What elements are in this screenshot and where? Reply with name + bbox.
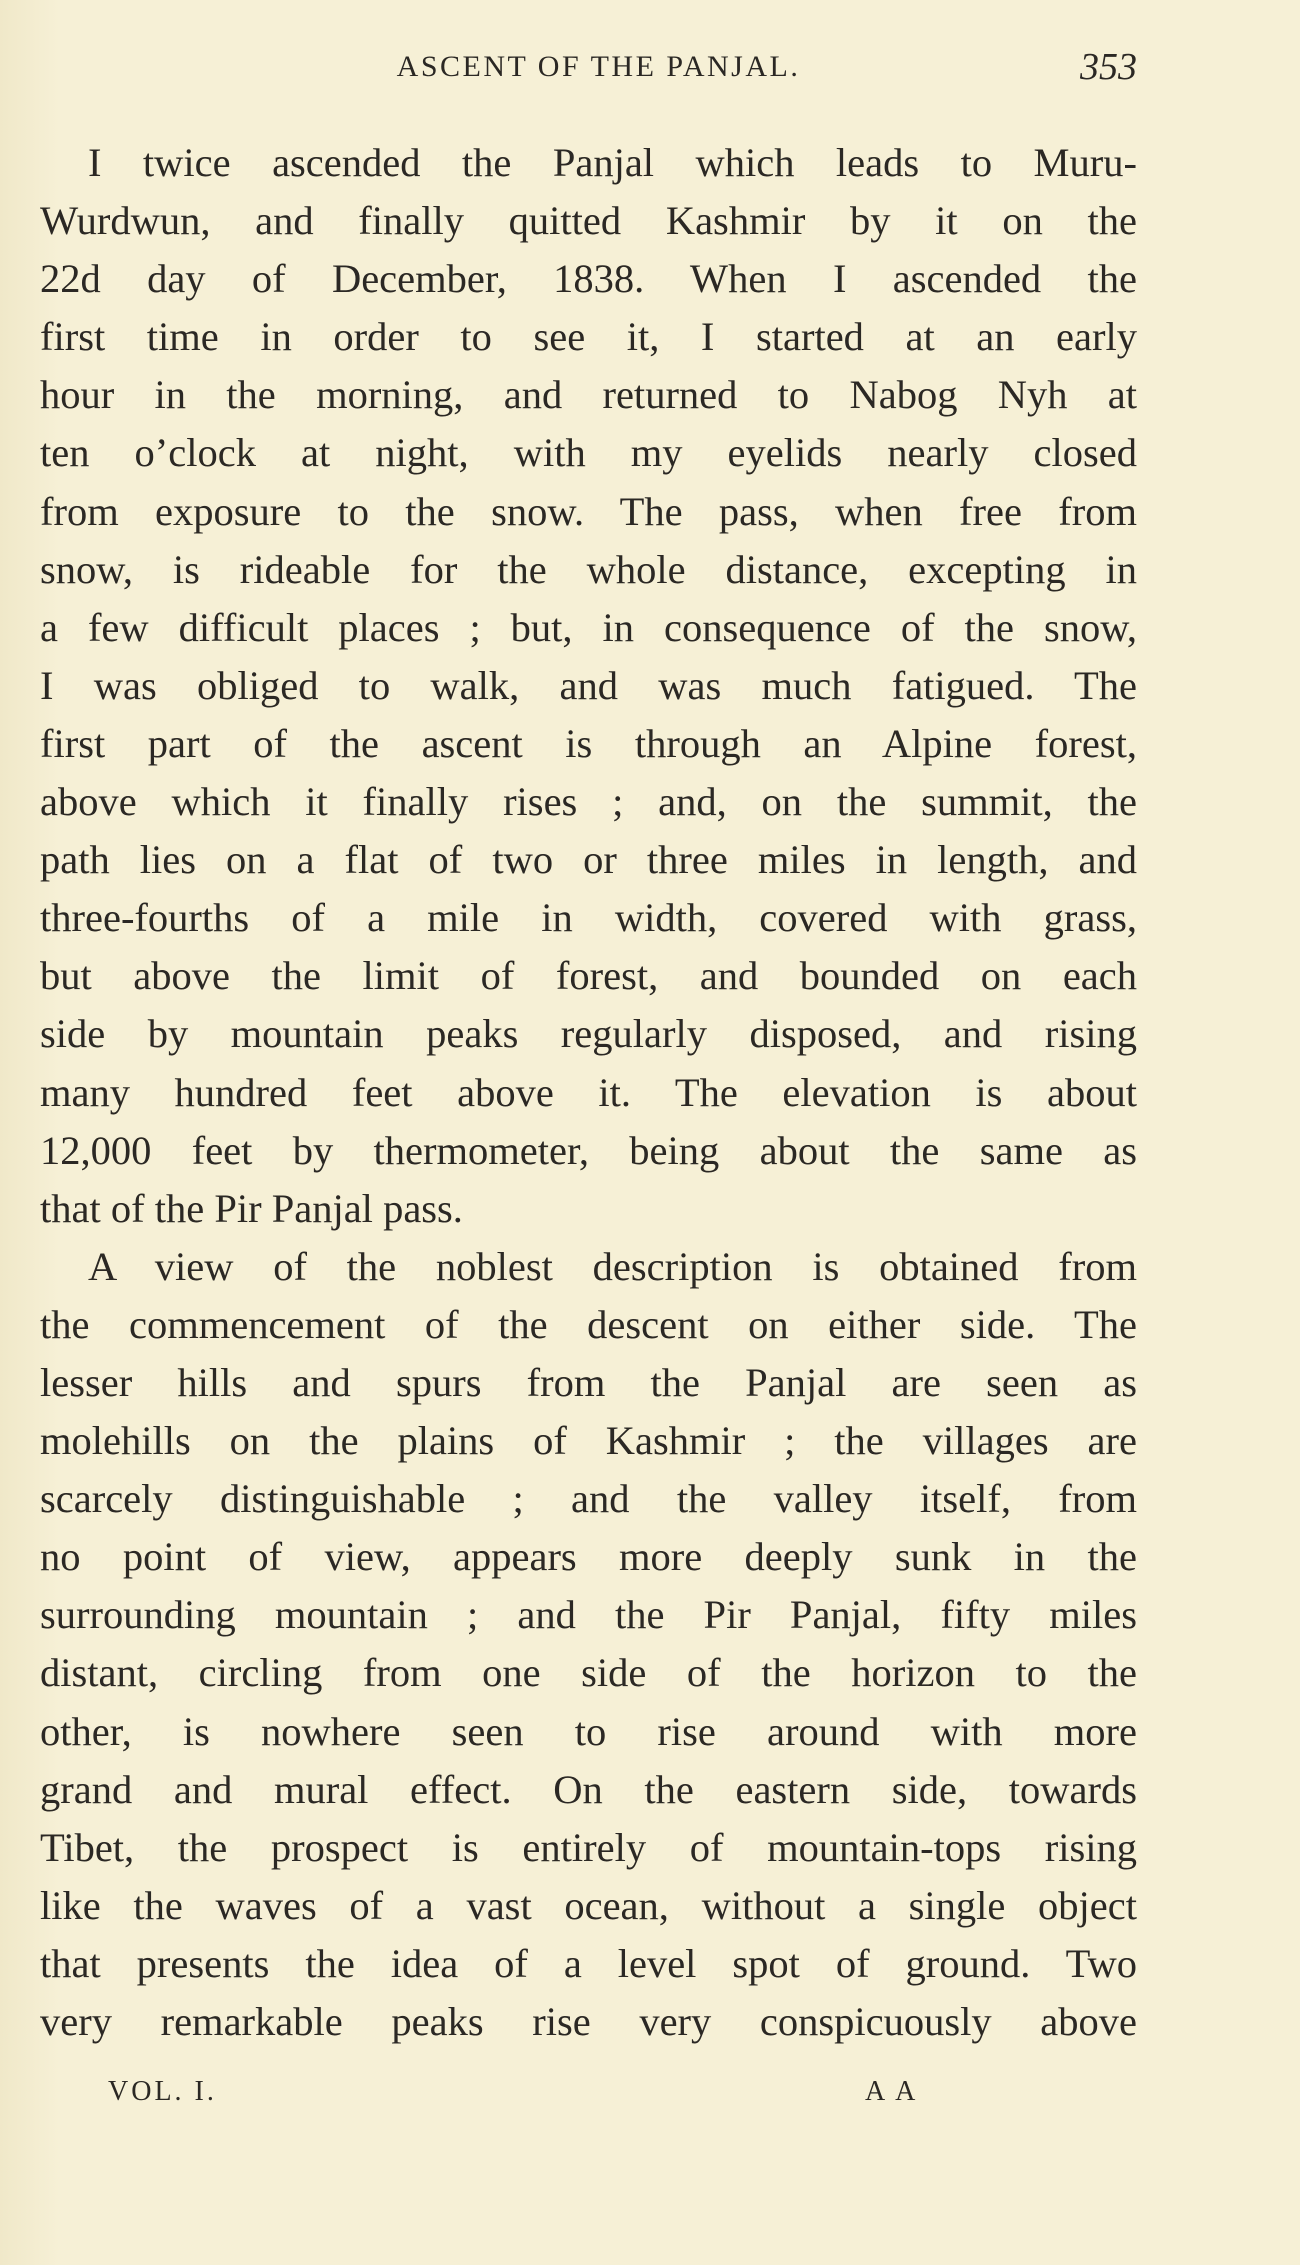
text-line: first part of the ascent is through an Alpine forest, (40, 720, 1137, 766)
text-line: molehills on the plains of Kashmir ; the villages are (40, 1418, 1137, 1464)
text-line: side by mountain peaks regularly disposed, and rising (40, 1011, 1137, 1057)
volume-marker: VOL. I. (108, 2076, 217, 2107)
text-line: three-fourths of a mile in width, covered with grass, (40, 895, 1137, 941)
text-line: grand and mural effect. On the eastern side, towards (40, 1766, 1137, 1812)
text-line: very remarkable peaks rise very conspicuously above (40, 1999, 1137, 2044)
signature-mark: A A (865, 2076, 919, 2107)
text-line: path lies on a flat of two or three miles in length, and (40, 837, 1137, 883)
text-line: that of the Pir Panjal pass. (40, 1185, 463, 1231)
text-line: I twice ascended the Panjal which leads to Muru- (88, 140, 1137, 185)
text-line: A view of the noblest description is obtained from (88, 1243, 1137, 1289)
text-line: that presents the idea of a level spot of ground. Two (40, 1940, 1137, 1986)
text-line: the commencement of the descent on either side. The (40, 1301, 1137, 1347)
text-line: no point of view, appears more deeply sunk in the (40, 1534, 1137, 1580)
text-line: I was obliged to walk, and was much fatigued. The (40, 662, 1137, 708)
text-line: but above the limit of forest, and bounded on each (40, 953, 1137, 999)
text-line: Wurdwun, and finally quitted Kashmir by it on the (40, 198, 1137, 244)
page-number: 353 (1080, 46, 1137, 88)
page-footer (108, 2076, 1008, 2120)
text-line: above which it finally rises ; and, on the summit, the (40, 779, 1137, 825)
text-line: Tibet, the prospect is entirely of mountain-tops rising (40, 1824, 1137, 1870)
running-head (40, 42, 1137, 92)
text-line: lesser hills and spurs from the Panjal are seen as (40, 1359, 1137, 1405)
text-line: hour in the morning, and returned to Nabog Nyh at (40, 372, 1137, 418)
running-head-title: ASCENT OF THE PANJAL. (396, 50, 801, 83)
text-line: many hundred feet above it. The elevation is about (40, 1069, 1137, 1115)
text-line: snow, is rideable for the whole distance, excepting in (40, 546, 1137, 592)
text-line: ten o’clock at night, with my eyelids nearly closed (40, 430, 1137, 476)
text-line: like the waves of a vast ocean, without a single object (40, 1882, 1137, 1928)
text-line: 12,000 feet by thermometer, being about the same as (40, 1127, 1137, 1173)
text-line: 22d day of December, 1838. When I ascended the (40, 256, 1137, 302)
text-line: surrounding mountain ; and the Pir Panjal, fifty miles (40, 1592, 1137, 1638)
body-text (40, 134, 1137, 2051)
text-line: first time in order to see it, I started at an early (40, 314, 1137, 360)
text-line: other, is nowhere seen to rise around with more (40, 1708, 1137, 1754)
text-line: scarcely distinguishable ; and the valley itself, from (40, 1476, 1137, 1522)
text-line: from exposure to the snow. The pass, when free from (40, 488, 1137, 534)
text-line: distant, circling from one side of the horizon to the (40, 1650, 1137, 1696)
text-line: a few difficult places ; but, in consequence of the snow, (40, 604, 1137, 650)
